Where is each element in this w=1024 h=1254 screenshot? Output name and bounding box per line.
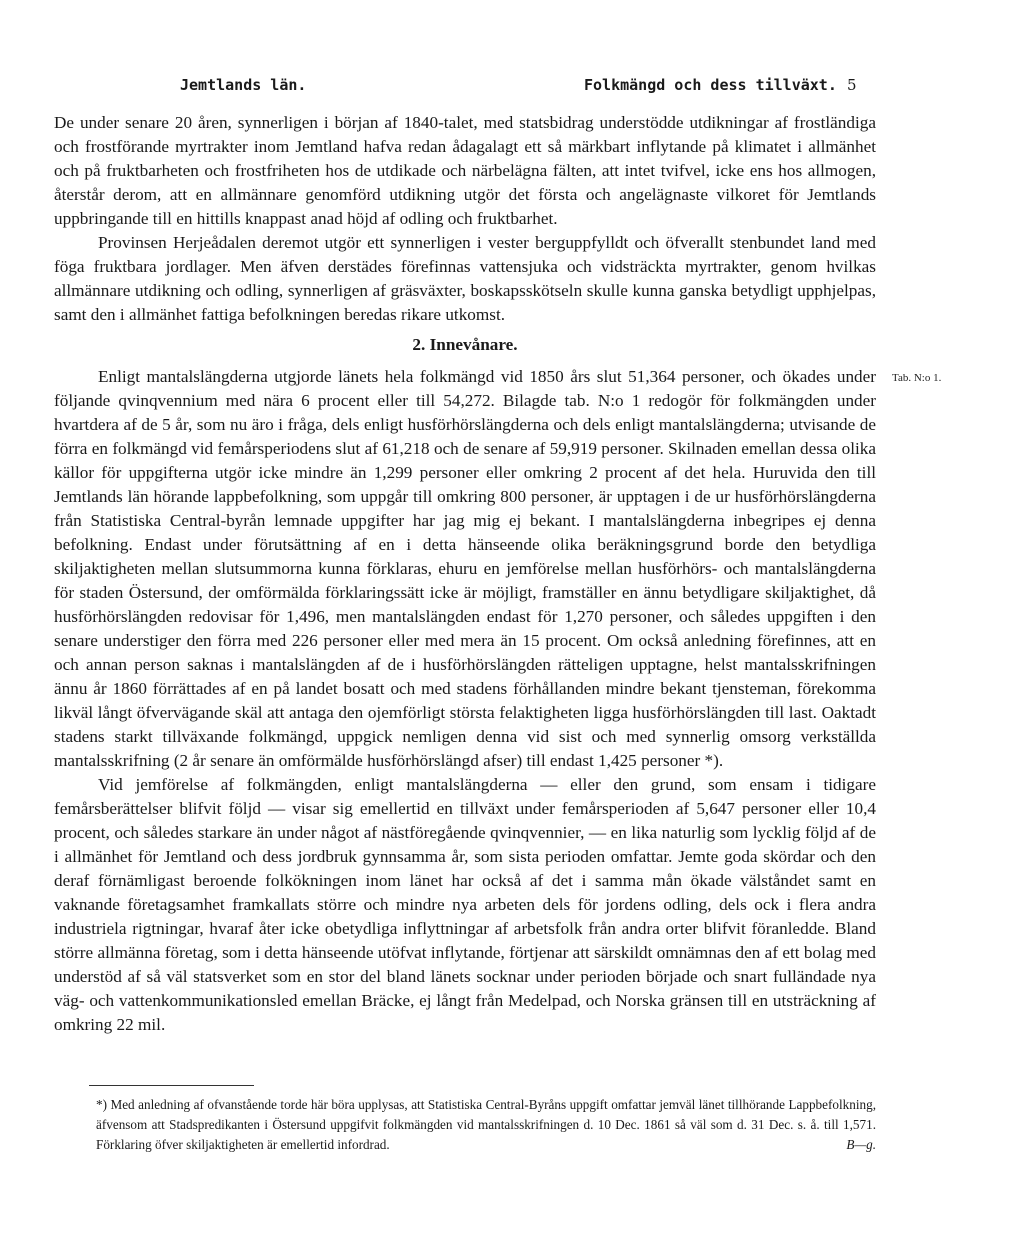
footnote-divider: [89, 1085, 254, 1086]
page-header: [110, 76, 1024, 100]
footnote-text: *) Med anledning af ofvanstående torde här böra upplysas, att Statistiska Central-Byråns uppgift omfattar jemväl länet tillhörande Lappbefolkning, äfvensom att Stadspredikanten i Östersund uppgifvit folkmängden vid mantalsskrifningen d. 10 Dec. 1861 så väl som d. 31 Dec. s. å. till 1,571. Förklaring öfver skiljaktigheten är emellertid infordrad.: [96, 1097, 876, 1152]
page-number: 5: [847, 76, 857, 94]
paragraph-1: De under senare 20 åren, synnerligen i början af 1840-talet, med statsbidrag understödde utdikningar af frostländiga och frostförande myrtrakter inom Jemtland hafva redan ådagalagt ett så märkbart inflytande på klimatet i allmänhet och på fruktbarheten och frostfriheten hos de utdikade och närbelägna fälten, att intet tvifvel, icke ens hos allmogen, återstår derom, att en allmännare genomförd utdikning utgör det första och angelägnaste vilkoret för Jemtlands uppbringande till en hittills knappast anad höjd af odling och fruktbarhet.: [54, 113, 876, 228]
margin-note: Tab. N:o 1.: [892, 372, 942, 384]
header-section-title: Folkmängd och dess tillväxt.: [584, 76, 837, 94]
paragraph-4: Vid jemförelse af folkmängden, enligt mantalslängderna — eller den grund, som ensam i tidigare femårsberättelser blifvit följd — visar sig emellertid en tillväxt under femårsperioden af 5,647 personer eller 10,4 procent, och således starkare än under något af nästföregående qvinqvennier, — en lika naturlig som lycklig följd af de i allmänhet för Jemtland och dess jordbruk gynnsamma år, som sista perioden omfattar. Jemte goda skördar och den deraf förnämligast beroende folkökningen inom länet har också af det i samma mån ökade välståndet samt en vaknande företagsamhet framkallats större och mindre nya arbeten dels för jordens odling, dels ock i flera andra industriela rigtningar, hvaraf åter icke obetydliga inflyttningar af arbetsfolk från andra orter blifvit föranledde. Bland större allmänna företag, som i detta hänseende utöfvat inflytande, förtjenar att särskildt omnämnas den af ett bolag med understöd af så väl statsverket som en stor del bland länets socknar under perioden började och snart fulländade nya väg- och vattenkommunikationsled emellan Bräcke, ej långt från Medelpad, och Norska gränsen till en utsträckning af omkring 22 mil.: [54, 775, 876, 1034]
body-text: [54, 111, 876, 1037]
section-heading: 2. Innevånare.: [412, 335, 518, 354]
footnote: [96, 1095, 876, 1155]
footnote-signature: B—g.: [846, 1137, 876, 1152]
paragraph-2: Provinsen Herjeådalen deremot utgör ett synnerligen i vester berguppfylldt och öfverallt stenbundet land med föga fruktbara jordlager. Men äfven derstädes förefinnas vattensjuka och vidsträckta myrtrakter, genom hvilkas allmännare utdikning och odling, synnerligen af gräsväxter, boskapsskötseln skulle kunna ganska betydligt upphjelpas, samt den i allmänhet fattiga befolkningen beredas rikare utkomst.: [54, 233, 876, 324]
header-left-title: Jemtlands län.: [180, 76, 307, 94]
paragraph-3: Enligt mantalslängderna utgjorde länets hela folkmängd vid 1850 års slut 51,364 personer, och ökades under följande qvinqvennium med nära 6 procent eller till 54,272. Bilagde tab. N:o 1 redogör för folkmängden under hvartdera af de 5 år, som nu äro i fråga, dels enligt husförhörslängderna och dels enligt mantalslängderna; utvisande de förra en folkmängd vid femårsperiodens slut af 61,218 och de senare af 59,919 personer. Skilnaden emellan dessa olika källor för uppgifterna utgör icke mindre än 1,299 personer eller omkring 2 procent af det hela. Huruvida den till Jemtlands län hörande lappbefolkning, som uppgår till omkring 800 personer, är upptagen i de ur husförhörslängderna från Statistiska Central-byrån lemnade uppgifter har jag mig ej bekant. I mantalslängderna inbegripes ej denna befolkning. Endast under förutsättning af en i detta hänseende olika beräkningsgrund borde den betydliga skiljaktigheten mellan slutsummorna kunna förklaras, ehuru en jemförelse mellan husförhörs- och mantalslängderna för staden Östersund, der omförmälda förklaringssätt icke är möjligt, framställer en ännu betydligare skiljaktighet, då husförhörslängden redovisar för 1,496, men mantalslängden endast för 1,270 personer, och således uppgiften i den senare understiger den förra med 226 personer eller med mera än 15 procent. Om också anledning förefinnes, att en och annan person saknas i mantalslängden af de i husförhörslängden rätteligen upptagne, helst mantalsskrifningen ännu år 1860 förrättades af en på landet bosatt och med stadens förhållanden mindre bekant tjensteman, förekomma likväl långt öfvervägande skäl att antaga den ojemförligt största felaktigheten ligga husförhörslängden till last. Oaktadt stadens starkt tillväxande folkmängd, uppgick nemligen denna vid sist och med synnerlig omsorg verkställda mantalsskrifning (2 år senare än omförmälde husförhörslängd afser) till endast 1,425 personer *).: [54, 367, 876, 770]
